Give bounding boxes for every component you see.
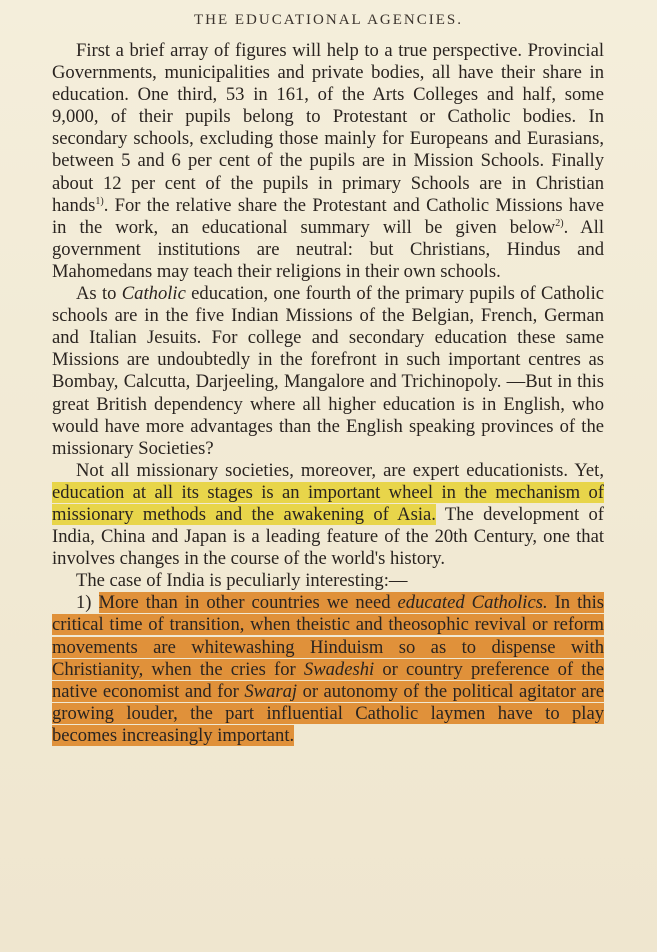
footnote-mark-2: 2)	[555, 217, 564, 229]
p2-italic-catholic: Catholic	[121, 283, 186, 305]
p5-highlight-d: or country preference of the native economist and for	[52, 658, 604, 702]
paragraph-statistics	[52, 40, 604, 283]
p1-text: First a brief array of figures will help to a true perspective. Provincial Governments, municipalities and private bodies, all have their share in education. One third, 53 in 161, of the Arts Colleges and half, some 9,000, of their pupils belong to Protestant or Catholic bodies. In secondary schools, excluding those mainly for Europeans and Eurasians, between 5 and 6 per cent of the pupils are in Mission Schools. Finally about 12 per cent of the pupils in primary Schools are in Christian hands	[52, 40, 604, 216]
body-text	[52, 40, 604, 747]
p2-pre: As to	[76, 283, 122, 305]
p2-post: education, one fourth of the primary pupils of Catholic schools are in the five Indian Missions of the Belgian, French, German and Italian Jesuits. For college and secondary education these same Missions are undoubtedly in the forefront in such important centres as Bombay, Calcutta, Darjeeling, Mangalore and Trichinopoly. —But in this great British dependency where all higher education is in English, who would have more advantages than the English speaking provinces of the missionary Societies?	[52, 283, 604, 459]
paragraph-point-1	[52, 592, 604, 747]
p3-pre: Not all missionary societies, moreover, are expert educationists. Yet,	[76, 459, 604, 481]
p5-italic-educated-catholics: educated Catholics.	[397, 592, 548, 614]
p5-italic-swaraj: Swaraj	[244, 680, 298, 702]
p1-text-c: . All government institutions are neutral: but Christians, Hindus and Mahomedans may teach their religions in their own schools.	[52, 216, 604, 282]
paragraph-catholic-education	[52, 283, 604, 460]
running-head: THE EDUCATIONAL AGENCIES.	[193, 12, 463, 28]
p5-italic-swadeshi: Swadeshi	[303, 658, 375, 680]
paragraph-missionary-societies	[52, 460, 604, 570]
p5-highlight-c: when the cries for	[143, 658, 304, 680]
p1-text-b: . For the relative share the Protestant and Catholic Missions have in the work, an educational summary will be given below	[52, 194, 604, 238]
p5-highlight-a: More than in other countries we need	[98, 592, 398, 614]
p5-highlight-e: or autonomy of the political agitator are growing louder, the part influential Catholic laymen have to play becomes increasingly important.	[52, 680, 605, 746]
p3-post: The development of India, China and Japan is a leading feature of the 20th Century, one that involves changes in the course of the world's history.	[52, 503, 605, 570]
p5-number: 1)	[76, 592, 99, 614]
p5-highlight-b: In this critical time of transition, when theistic and theosophic revival or reform movements are whitewashing Hinduism so as to dispense with Christianity,	[52, 592, 604, 680]
footnote-mark-1: 1)	[95, 195, 104, 207]
paragraph-case-of-india	[52, 570, 604, 592]
p4-text: The case of India is peculiarly interesting:—	[76, 570, 408, 592]
p3-highlight-yellow: education at all its stages is an important wheel in the mechanism of missionary methods and the awakening of Asia.	[52, 481, 604, 525]
